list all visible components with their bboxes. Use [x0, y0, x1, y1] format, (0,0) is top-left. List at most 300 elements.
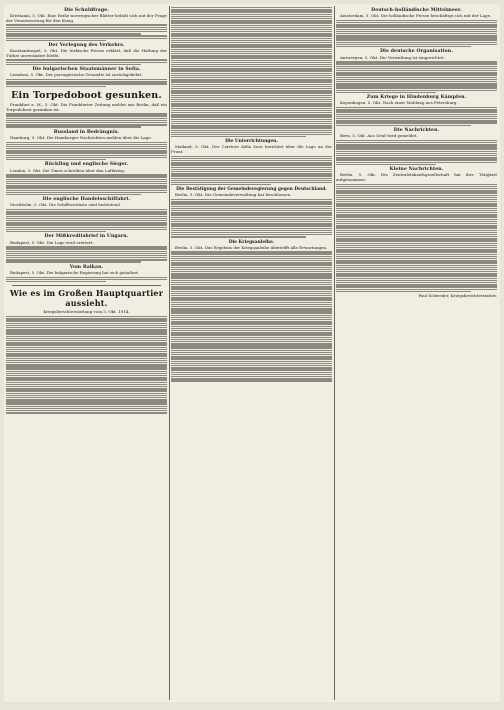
text-line: [336, 271, 497, 272]
text-line: [171, 162, 332, 163]
text-line: [336, 260, 497, 261]
text-line: [336, 74, 497, 75]
text-line: [171, 31, 332, 32]
text-line: [336, 256, 497, 257]
text-line: [171, 228, 332, 229]
text-line: [171, 372, 332, 373]
text-line: [6, 120, 167, 121]
article-lead: Amsterdam, 5. Okt. Die holländische Presse beschäftigt sich mit der Lage.: [340, 13, 492, 19]
text-line: [171, 253, 332, 254]
text-line: [171, 57, 332, 58]
text-line: [336, 162, 497, 163]
article-heading: Deutsch-holländische Mittelmeer.: [371, 8, 462, 13]
article-heading: Rückflug und englische Sieger.: [44, 162, 129, 168]
text-line: [336, 114, 497, 115]
text-line: [336, 238, 497, 239]
text-line: [171, 22, 332, 23]
text-line: [6, 358, 167, 359]
text-line: [6, 340, 167, 341]
article-body: [6, 271, 167, 282]
text-line: [336, 155, 497, 156]
text-line: [336, 232, 497, 233]
text-line: [171, 125, 332, 126]
article-body: [336, 173, 497, 292]
text-line: [171, 225, 332, 226]
article-lead: Kristiania, 5. Okt. Eine Reihe norwegischer Blätter befaßt sich mit der Frage der Verantwortung für den Krieg.: [6, 13, 167, 23]
text-line: [6, 257, 167, 258]
text-line: [171, 295, 332, 296]
text-line: [171, 291, 332, 292]
text-line: [6, 209, 167, 210]
text-line: [6, 115, 167, 116]
text-line: [6, 64, 141, 65]
text-line: [171, 308, 332, 309]
text-line: [336, 77, 497, 78]
text-line: [171, 343, 332, 344]
text-line: [336, 184, 497, 185]
text-line: [336, 205, 497, 206]
text-line: [171, 112, 332, 113]
text-line: [336, 29, 497, 30]
text-line: [171, 345, 332, 346]
text-line: [171, 341, 332, 342]
text-line: [6, 384, 167, 385]
text-line: [6, 174, 167, 175]
text-line: [336, 208, 497, 209]
text-line: [171, 367, 332, 368]
article-heading: Die bulgarischen Staatsmänner in Sofia.: [32, 67, 141, 73]
article-body: [171, 246, 332, 382]
text-line: [6, 331, 167, 332]
text-line: [336, 195, 497, 196]
text-line: [6, 229, 167, 230]
article-lead: Berlin, 5. Okt. Die Zentraleinkaufsgesellschaft hat ihre Tätigkeit aufgenommen.: [336, 172, 497, 182]
text-line: [171, 99, 332, 100]
text-line: [336, 214, 497, 215]
text-line: [6, 183, 167, 184]
text-line: [6, 24, 167, 25]
text-line: [336, 159, 497, 160]
text-line: [6, 224, 167, 225]
article-lead: Stockholm, 5. Okt. Die Schiffsverluste sind bedeutend.: [10, 202, 122, 208]
article-heading: Die Kriegsanleihe.: [228, 239, 275, 245]
text-line: [171, 130, 332, 131]
article-lead: Berlin, 5. Okt. Das Ergebnis der Kriegsanleihe übertrifft alle Erwartungen.: [175, 244, 328, 250]
text-line: [336, 258, 497, 259]
text-line: [336, 164, 436, 165]
text-line: [6, 316, 167, 317]
text-line: [6, 355, 167, 356]
text-line: [336, 262, 497, 263]
text-line: [336, 109, 497, 110]
text-line: [171, 319, 332, 320]
text-line: [6, 342, 167, 343]
text-line: [171, 347, 332, 348]
text-line: [336, 269, 497, 270]
text-line: [336, 289, 497, 290]
text-line: [336, 227, 497, 228]
article-body: [6, 203, 167, 232]
text-line: [6, 349, 167, 350]
text-line: [336, 186, 497, 187]
text-line: [171, 361, 332, 362]
text-line: [6, 259, 167, 260]
text-line: [171, 223, 332, 224]
text-line: [6, 323, 167, 324]
text-line: [171, 103, 332, 104]
text-line: [171, 75, 332, 76]
text-line: [171, 173, 332, 174]
text-line: [336, 230, 497, 231]
text-line: [336, 201, 497, 202]
text-line: [336, 63, 497, 64]
text-line: [171, 134, 332, 135]
feature-subheading: Kriegsberichterstattung vom 5. Okt. 1914.: [43, 309, 130, 315]
text-line: [171, 232, 332, 233]
text-line: [6, 211, 167, 212]
article-body: [6, 241, 167, 263]
article-body: [6, 103, 167, 128]
text-line: [336, 122, 497, 123]
text-line: [6, 333, 167, 334]
text-line: [6, 388, 167, 389]
text-line: [336, 153, 497, 154]
text-line: [336, 20, 497, 21]
text-line: [336, 61, 497, 62]
text-line: [6, 157, 167, 158]
text-line: [6, 126, 141, 127]
text-line: [171, 206, 332, 207]
text-line: [171, 326, 332, 327]
text-line: [171, 302, 332, 303]
article-body: [336, 101, 497, 125]
article-body: [336, 14, 497, 47]
text-line: [6, 81, 167, 82]
text-line: [336, 33, 497, 34]
article-heading: Die Bestätigung der Gemeinderegierung gegen Deutschland.: [176, 187, 327, 193]
text-line: [6, 27, 167, 28]
text-line: [6, 344, 167, 345]
text-line: [6, 408, 167, 409]
text-line: [336, 267, 497, 268]
text-line: [6, 379, 167, 380]
article-lead: Frankfurt a. M., 5. Okt. Die Frankfurter Zeitung meldet aus Berlin, daß ein Torpedoboot gesunken ist.: [6, 102, 167, 112]
text-line: [6, 403, 167, 404]
text-line: [171, 184, 271, 185]
text-line: [171, 310, 332, 311]
article-heading: Der Mißkreditsbrief in Ungarn.: [44, 234, 129, 240]
text-line: [336, 31, 497, 32]
text-line: [6, 325, 167, 326]
text-line: [171, 62, 332, 63]
text-line: [171, 77, 332, 78]
text-line: [6, 329, 167, 330]
text-line: [336, 203, 497, 204]
text-line: [6, 62, 167, 63]
text-line: [6, 144, 167, 145]
text-line: [336, 216, 497, 217]
text-line: [336, 240, 497, 241]
text-line: [171, 92, 332, 93]
text-line: [171, 121, 332, 122]
text-line: [171, 97, 332, 98]
text-line: [336, 92, 436, 93]
text-line: [336, 223, 497, 224]
text-line: [171, 256, 332, 257]
text-line: [171, 29, 332, 30]
text-line: [336, 35, 497, 36]
article-body: [6, 136, 167, 160]
text-line: [171, 127, 332, 128]
text-line: [171, 221, 332, 222]
text-line: [171, 208, 332, 209]
text-line: [171, 304, 332, 305]
text-line: [6, 360, 167, 361]
text-line: [171, 116, 332, 117]
article-lead: Mailand, 5. Okt. Der Corriere della Sera berichtet über die Lage an der Front.: [171, 144, 332, 155]
text-line: [171, 323, 332, 324]
text-line: [171, 269, 332, 270]
text-line: [336, 90, 497, 91]
text-line: [336, 144, 497, 145]
text-line: [336, 243, 497, 244]
text-line: [6, 86, 106, 87]
text-line: [171, 262, 332, 263]
text-line: [6, 118, 167, 119]
text-line: [336, 146, 497, 147]
text-line: [171, 70, 332, 71]
text-line: [171, 376, 332, 377]
text-line: [6, 150, 167, 151]
text-line: [336, 291, 471, 292]
text-line: [171, 136, 306, 137]
text-line: [6, 190, 167, 191]
text-line: [6, 246, 167, 247]
article-lead: Lissabon, 5. Okt. Der portugiesische Gesandte ist zurückgekehrt.: [10, 72, 143, 78]
text-line: [6, 222, 167, 223]
text-line: [6, 176, 167, 177]
article-body: [6, 49, 167, 65]
text-line: [6, 194, 141, 195]
feature-body: [6, 316, 167, 414]
text-line: [171, 277, 332, 278]
article-body: [171, 193, 332, 237]
text-line: [336, 199, 497, 200]
text-line: [336, 83, 497, 84]
text-line: [171, 16, 332, 17]
text-line: [6, 382, 167, 383]
text-line: [171, 88, 332, 89]
text-line: [171, 55, 332, 56]
text-line: [171, 171, 332, 172]
text-line: [336, 116, 497, 117]
text-line: [171, 280, 332, 281]
text-line: [171, 214, 332, 215]
article-lead: Hamburg, 5. Okt. Die Hamburger Nachrichten melden über die Lage.: [10, 134, 152, 140]
text-line: [6, 261, 141, 262]
article-heading: Der Verlegung des Verkehrs.: [48, 43, 125, 49]
text-line: [171, 230, 332, 231]
text-line: [171, 178, 332, 179]
text-line: [171, 352, 332, 353]
text-line: [336, 39, 497, 40]
article-heading: Die Unterrichtungen.: [225, 139, 278, 145]
text-line: [6, 187, 167, 188]
text-line: [171, 38, 332, 39]
article-body: [6, 169, 167, 196]
text-line: [6, 142, 167, 143]
text-line: [171, 234, 332, 235]
text-line: [336, 125, 471, 126]
text-line: [6, 253, 167, 254]
text-line: [171, 251, 332, 252]
article-heading: Zum Kriege in Hindenburg Kämpfen.: [366, 95, 467, 101]
text-line: [171, 288, 332, 289]
text-line: [171, 219, 332, 220]
text-line: [336, 148, 497, 149]
text-line: [6, 318, 167, 319]
article-heading: Die Nachrichten.: [393, 127, 440, 133]
text-line: [336, 68, 497, 69]
text-line: [171, 332, 332, 333]
text-line: [336, 81, 497, 82]
article-lead: Budapest, 5. Okt. Die bulgarische Regierung hat sich geäußert.: [10, 270, 140, 276]
text-line: [171, 79, 332, 80]
text-line: [6, 351, 167, 352]
text-line: [336, 192, 497, 193]
text-line: [336, 265, 497, 266]
text-line: [336, 120, 497, 121]
text-line: [171, 60, 332, 61]
text-line: [6, 371, 167, 372]
text-line: [171, 11, 332, 12]
text-line: [171, 20, 332, 21]
text-line: [171, 315, 332, 316]
text-line: [336, 44, 497, 45]
text-line: [171, 258, 332, 259]
text-line: [171, 105, 332, 106]
text-line: [171, 119, 332, 120]
text-line: [171, 156, 332, 157]
text-line: [171, 328, 332, 329]
text-line: [336, 72, 497, 73]
text-line: [6, 40, 106, 41]
text-line: [6, 218, 167, 219]
article-body: [6, 73, 167, 87]
text-line: [6, 393, 167, 394]
text-line: [6, 29, 167, 30]
text-line: [171, 286, 332, 287]
text-line: [6, 35, 167, 36]
text-line: [6, 395, 167, 396]
text-line: [6, 227, 167, 228]
text-line: [6, 31, 167, 32]
text-line: [6, 336, 167, 337]
text-line: [6, 390, 167, 391]
text-line: [171, 312, 332, 313]
text-line: [171, 275, 332, 276]
article-heading: Vom Balkan.: [69, 264, 104, 270]
text-line: [171, 9, 332, 10]
text-line: [336, 142, 497, 143]
text-line: [336, 190, 497, 191]
text-line: [171, 282, 332, 283]
text-line: [6, 368, 167, 369]
text-line: [171, 40, 332, 41]
text-line: [336, 107, 497, 108]
text-line: [171, 378, 332, 379]
text-line: [171, 175, 332, 176]
text-line: [6, 181, 167, 182]
column-rule: [334, 6, 335, 700]
text-line: [6, 377, 167, 378]
text-line: [171, 199, 332, 200]
article-body: [171, 145, 332, 185]
article-heading: Kleine Nachrichten.: [389, 167, 444, 173]
text-line: [171, 66, 332, 67]
text-line: [171, 44, 332, 45]
text-line: [171, 33, 332, 34]
text-line: [336, 70, 497, 71]
text-line: [171, 27, 332, 28]
text-line: [336, 22, 497, 23]
text-line: [6, 192, 167, 193]
article-heading: Russland in Bedrängnis.: [53, 129, 120, 135]
text-line: [171, 25, 332, 26]
text-line: [6, 353, 167, 354]
text-line: [336, 284, 497, 285]
text-line: [171, 293, 332, 294]
text-line: [336, 219, 497, 220]
text-line: [336, 221, 497, 222]
text-line: [171, 339, 332, 340]
text-line: [6, 248, 167, 249]
text-line: [336, 151, 497, 152]
author-signature: Paul Schweder, Kriegsberichterstatter.: [418, 293, 497, 299]
text-line: [6, 216, 167, 217]
article-body: [171, 7, 332, 137]
article-heading: Die englische Handelsschiffahrt.: [42, 197, 131, 203]
text-line: [6, 185, 167, 186]
text-line: [336, 111, 497, 112]
text-line: [6, 397, 167, 398]
text-line: [171, 354, 332, 355]
text-line: [171, 297, 332, 298]
text-line: [6, 320, 167, 321]
text-line: [336, 140, 497, 141]
text-line: [6, 213, 167, 214]
text-line: [171, 42, 332, 43]
text-line: [171, 330, 332, 331]
text-line: [171, 337, 332, 338]
text-line: [171, 49, 332, 50]
text-line: [336, 286, 497, 287]
text-line: [336, 236, 497, 237]
text-line: [171, 236, 306, 237]
article-lead: Bern, 5. Okt. Aus Genf wird gemeldet.: [340, 133, 418, 139]
text-line: [6, 33, 141, 34]
article-lead: Budapest, 5. Okt. Die Lage wird erörtert.: [10, 239, 94, 245]
text-line: [336, 197, 497, 198]
text-line: [171, 73, 332, 74]
text-line: [171, 356, 332, 357]
text-line: [171, 101, 332, 102]
text-line: [336, 280, 497, 281]
text-line: [336, 212, 497, 213]
text-line: [6, 347, 167, 348]
text-line: [336, 273, 497, 274]
text-line: [6, 338, 167, 339]
